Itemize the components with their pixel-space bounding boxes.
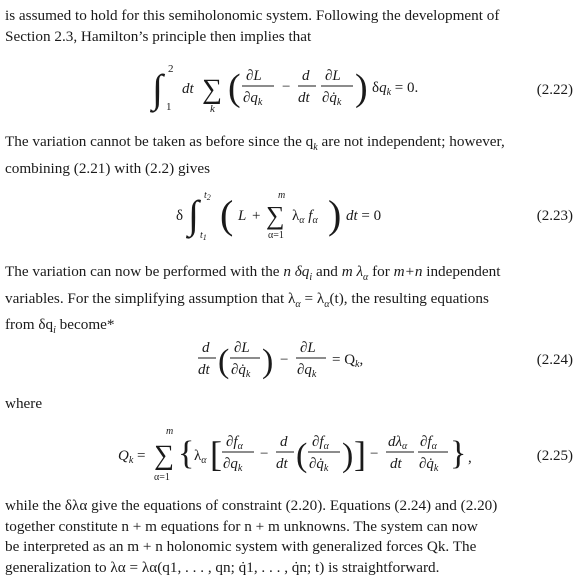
svg-text:∂L: ∂L xyxy=(300,340,316,356)
svg-text:∂fα: $\partial f_\alpha$ xyxy=(312,434,329,452)
svg-text:(: ( xyxy=(220,192,234,237)
svg-text:[: [ xyxy=(210,434,222,474)
equation-2-22-math xyxy=(150,58,570,118)
text-line: combining (2.21) with (2.2) gives xyxy=(5,159,211,177)
svg-text:,: , xyxy=(468,450,472,466)
text-line: while the δλα give the equations of constraint (2.20). Equations (2.24) and (2.20) xyxy=(5,497,498,514)
equation-2-22 xyxy=(0,58,581,118)
text-line: from $\delta q_i$ become* xyxy=(5,316,115,337)
equation-number: (2.24) xyxy=(536,352,573,368)
svg-text:(: ( xyxy=(228,67,241,109)
text-line: variables. For the simplifying assumption that $\lambda_\alpha = \lambda_\alpha(t)$, the resulting equations xyxy=(5,289,489,310)
svg-text:δ: δ xyxy=(176,208,184,224)
text-line: generalization to λα = λα(q1, . . . , qn; q̇1, . . . , q̇n; t) is straightforward. xyxy=(5,558,440,576)
text-line: is assumed to hold for this semiholonomic system. Following the development of xyxy=(5,7,500,24)
svg-text:d: d xyxy=(302,68,310,84)
svg-text:): ) xyxy=(262,343,274,380)
text-line: Section 2.3, Hamilton’s principle then implies that xyxy=(5,27,312,45)
paragraph-intro xyxy=(5,6,575,47)
equation-2-23 xyxy=(0,182,581,248)
svg-text:∑: ∑ xyxy=(202,74,222,105)
svg-text:dt: dt xyxy=(198,362,210,378)
svg-text:L: L xyxy=(238,208,247,224)
svg-text:m: m xyxy=(278,190,286,201)
equation-2-23-math xyxy=(176,182,476,248)
svg-text:dt: dt xyxy=(298,90,310,106)
svg-text:d: d xyxy=(202,340,210,356)
svg-text:1: 1 xyxy=(166,101,172,113)
svg-text:dt: dt xyxy=(276,456,288,472)
svg-text:∂q̇k: $\partial q̇_k$ xyxy=(322,90,342,108)
text-line: The variation cannot be taken as before since the $q_k$ are not independent; however, xyxy=(5,133,505,154)
svg-text:∂q̇k: $\partial q̇_k$ xyxy=(231,362,251,380)
svg-text:∂qk: $\partial q_k$ xyxy=(297,362,317,380)
svg-text:∫: ∫ xyxy=(188,192,199,237)
svg-text:d: d xyxy=(280,434,288,450)
equation-2-24 xyxy=(0,334,581,390)
svg-text:dt = 0: dt = 0 xyxy=(346,208,382,224)
svg-text:α=1: α=1 xyxy=(154,472,170,483)
svg-text:∂q̇k: $\partial q̇_k$ xyxy=(309,456,329,474)
svg-text:λα: $\lambda_\alpha$ xyxy=(194,448,207,466)
text-line: be interpreted as an m + n holonomic system with generalized forces Qk. The xyxy=(5,538,477,555)
svg-text:λα fα: $\lambda_\alpha$ $f_\alpha$ xyxy=(292,208,318,226)
svg-text:t2: $t_2$ xyxy=(204,190,211,202)
equation-2-24-math xyxy=(198,334,438,390)
svg-text:∂L: ∂L xyxy=(325,68,341,84)
svg-text:(: ( xyxy=(296,437,308,474)
svg-text:dλα: $d\lambda_\alpha$ xyxy=(388,434,408,452)
svg-text:−: − xyxy=(260,446,269,462)
svg-text:∂L: ∂L xyxy=(234,340,250,356)
svg-text:∂fα: $\partial f_\alpha$ xyxy=(226,434,243,452)
svg-text:∂L: ∂L xyxy=(246,68,262,84)
svg-text:dt: dt xyxy=(390,456,402,472)
svg-text:∂qk: $\partial q_k$ xyxy=(223,456,243,474)
svg-text:−: − xyxy=(282,79,291,95)
paragraph-independent-variables xyxy=(5,262,575,342)
text-line: together constitute n + m equations for n + m unknowns. The system can now xyxy=(5,517,478,535)
svg-text:+: + xyxy=(252,208,261,224)
svg-text:k: k xyxy=(210,103,215,115)
svg-text:δqk = 0.: $\delta q_k = 0$. xyxy=(372,80,419,98)
svg-text:∑: ∑ xyxy=(266,201,285,230)
paragraph-conclusion xyxy=(5,496,575,578)
svg-text:): ) xyxy=(342,437,354,474)
equation-number: (2.23) xyxy=(536,208,573,224)
svg-text:2: 2 xyxy=(168,63,174,75)
svg-text:−: − xyxy=(370,446,379,462)
svg-text:}: } xyxy=(450,435,467,472)
equation-2-25 xyxy=(0,420,581,486)
svg-text:∂qk: $\partial q_k$ xyxy=(243,90,263,108)
paragraph-variation xyxy=(5,132,575,179)
svg-text:∫: ∫ xyxy=(152,66,163,111)
svg-text:Qk =: $Q_k$ = xyxy=(118,448,146,466)
equation-number: (2.22) xyxy=(536,82,573,98)
svg-text:= Qk,: = $Q_k$, xyxy=(332,352,364,370)
text-line: The variation can now be performed with the n $\delta q_i$ and m $\lambda_\alpha$ for m+n independent xyxy=(5,263,501,284)
svg-text:{: { xyxy=(178,435,195,472)
svg-text:m: m xyxy=(166,426,174,437)
svg-text:]: ] xyxy=(354,434,366,474)
svg-text:−: − xyxy=(280,352,289,368)
svg-text:∑: ∑ xyxy=(154,440,174,471)
where-label: where xyxy=(5,395,43,412)
svg-text:∂q̇k: $\partial q̇_k$ xyxy=(419,456,439,474)
svg-text:α=1: α=1 xyxy=(268,230,284,241)
svg-text:): ) xyxy=(328,192,342,237)
svg-text:∂fα: $\partial f_\alpha$ xyxy=(420,434,437,452)
svg-text:(: ( xyxy=(218,343,230,380)
svg-text:): ) xyxy=(355,67,368,109)
equation-number: (2.25) xyxy=(536,448,573,464)
equation-2-25-math xyxy=(118,420,498,486)
svg-text:dt: dt xyxy=(182,81,194,97)
svg-text:t1: $t_1$ xyxy=(200,230,207,242)
